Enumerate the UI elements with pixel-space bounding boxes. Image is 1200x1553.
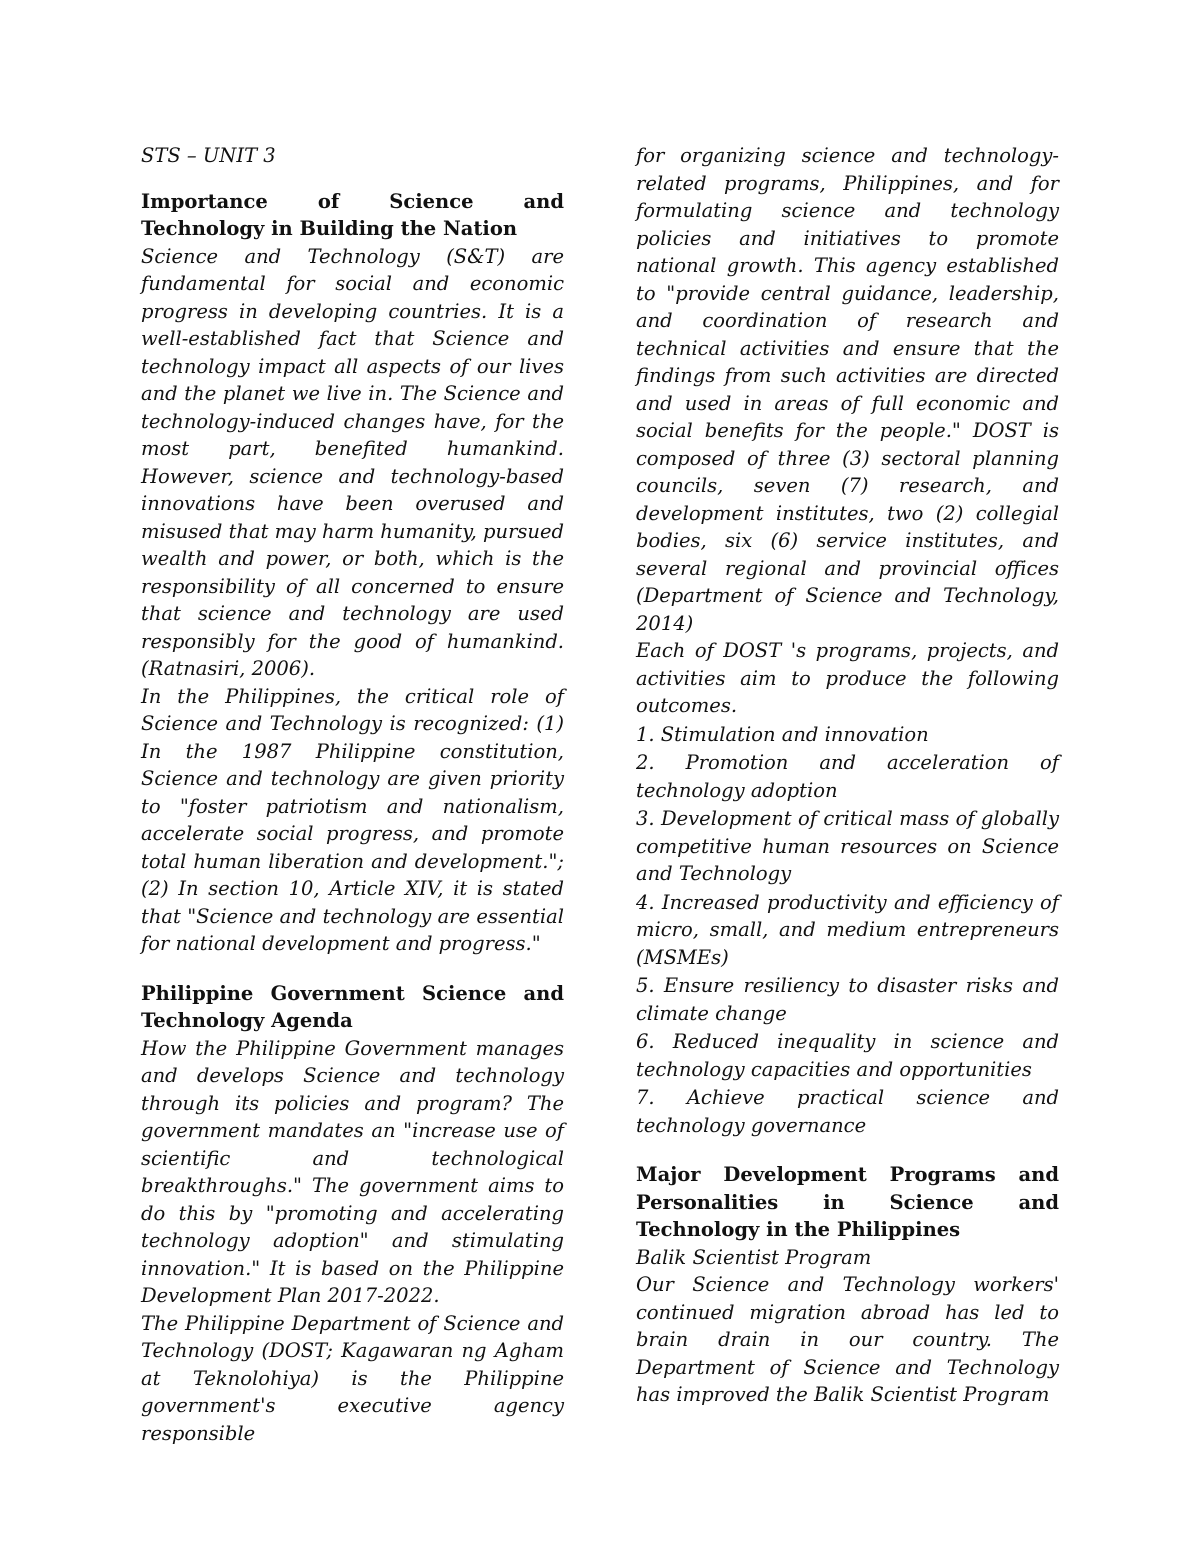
section-heading-programs: Major Development Programs and Personalities in Science and Technology in the Philippines bbox=[636, 1163, 1059, 1241]
list-item: 5. Ensure resiliency to disaster risks and climate change bbox=[636, 974, 1059, 1025]
paragraph-philippines-role: In the Philippines, the critical role of Science and Technology is recognized: (1) In the 1987 Philippine constitution, Science and technology are given priority to "foster patriotism and nationalism, accelerate social progress, and promote total human liberation and development."; (2) In section 10, Article XIV, it is stated that "Science and technology are essential for national development and progress." bbox=[141, 684, 564, 955]
unit-label: STS – UNIT 3 bbox=[141, 144, 276, 167]
paragraph-balik-scientist: Our Science and Technology workers' continued migration abroad has led to brain drain in our country. The Department of Science and Technology has improved the Balik Scientist Program bbox=[636, 1273, 1059, 1406]
right-column bbox=[636, 142, 1059, 1409]
subheading-balik-scientist: Balik Scientist Program bbox=[636, 1245, 872, 1269]
list-item: 3. Development of critical mass of globally competitive human resources on Science and Technology bbox=[636, 807, 1059, 885]
paragraph-dost-continued: for organizing science and technology-related programs, Philippines, and for formulating science and technology policies and initiatives to promote national growth. This agency established to "provide central guidance, leadership, and coordination of research and technical activities and ensure that the findings from such activities are directed and used in areas of full economic and social benefits for the people." DOST is composed of three (3) sectoral planning councils, seven (7) research, and development institutes, two (2) collegial bodies, six (6) service institutes, and several regional and provincial offices (Department of Science and Technology, 2014) bbox=[636, 144, 1059, 635]
section-heading-importance: Importance of Science and Technology in Building the Nation bbox=[141, 189, 564, 240]
list-item: 7. Achieve practical science and technology governance bbox=[636, 1086, 1059, 1137]
section-heading-agenda: Philippine Government Science and Technology Agenda bbox=[141, 981, 564, 1032]
paragraph-dost-start: The Philippine Department of Science and Technology (DOST; Kagawaran ng Agham at Teknolohiya) is the Philippine government's executive agency responsible bbox=[141, 1311, 564, 1445]
list-item: 2. Promotion and acceleration of technology adoption bbox=[636, 751, 1059, 802]
outcomes-list bbox=[636, 721, 1059, 1140]
list-item: 4. Increased productivity and efficiency of micro, small, and medium entrepreneurs (MSMEs) bbox=[636, 890, 1059, 969]
list-item: 6. Reduced inequality in science and technology capacities and opportunities bbox=[636, 1030, 1059, 1081]
paragraph-agenda: How the Philippine Government manages and develops Science and technology through its policies and program? The government mandates an "increase use of scientific and technological breakthroughs." The government aims to do this by "promoting and accelerating technology adoption" and stimulating innovation." It is based on the Philippine Development Plan 2017-2022. bbox=[141, 1036, 564, 1307]
list-item: 1. Stimulation and innovation bbox=[636, 722, 929, 746]
paragraph-importance: Science and Technology (S&T) are fundamental for social and economic progress in developing countries. It is a well-established fact that Science and technology impact all aspects of our lives and the planet we live in. The Science and technology-induced changes have, for the most part, benefited humankind. However, science and technology-based innovations have been overused and misused that may harm humanity, pursued wealth and power, or both, which is the responsibility of all concerned to ensure that science and technology are used responsibly for the good of humankind. (Ratnasiri, 2006). bbox=[141, 244, 564, 680]
left-column bbox=[141, 142, 564, 1447]
paragraph-outcomes-intro: Each of DOST 's programs, projects, and activities aim to produce the following outcomes. bbox=[636, 639, 1059, 717]
